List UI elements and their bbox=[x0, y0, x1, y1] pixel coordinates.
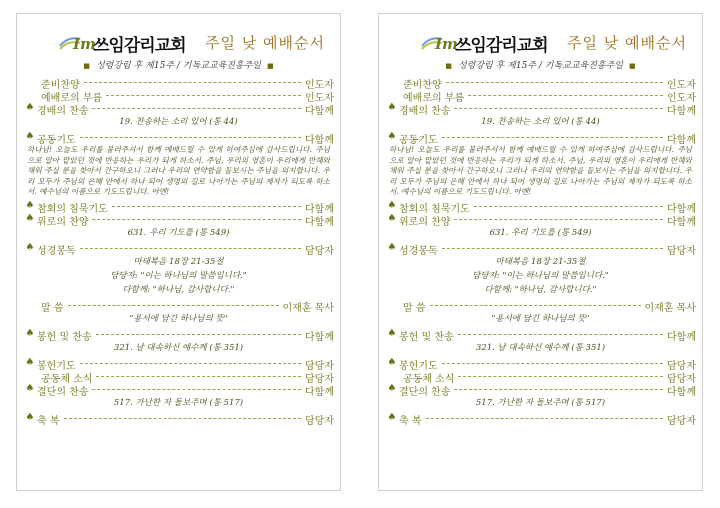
worship-item-label: 봉헌 및 찬송 bbox=[399, 331, 454, 343]
leader-dots bbox=[106, 95, 301, 96]
spade-icon: ♠ bbox=[25, 241, 35, 253]
worship-item bbox=[379, 299, 702, 312]
worship-item bbox=[17, 213, 340, 226]
worship-item bbox=[17, 131, 340, 144]
spade-icon: ♠ bbox=[387, 199, 397, 211]
worship-item-leader: 담당자 bbox=[667, 373, 696, 385]
worship-item bbox=[17, 383, 340, 396]
leader-dots bbox=[84, 82, 301, 83]
leader-dots bbox=[474, 206, 663, 207]
worship-item-leader: 다함께 bbox=[305, 106, 334, 117]
worship-item-leader: 인도자 bbox=[305, 93, 334, 104]
spade-icon: ♠ bbox=[387, 241, 397, 253]
worship-item-label: 말 씀 bbox=[41, 302, 64, 314]
spade-icon: ♠ bbox=[387, 102, 397, 113]
worship-item-label: 공동체 소식 bbox=[41, 373, 93, 385]
worship-item-label: 결단의 찬송 bbox=[399, 386, 451, 398]
spade-icon: ♠ bbox=[387, 382, 397, 394]
bulletin-header bbox=[17, 28, 340, 58]
worship-item bbox=[379, 102, 702, 115]
subtitle: 성령강림 후 제15주 / 기독교교육진흥주일 bbox=[457, 61, 624, 71]
spade-icon: ♠ bbox=[25, 356, 35, 368]
leader-dots bbox=[96, 334, 301, 335]
worship-note: 담당자: "이는 하나님의 말씀입니다." bbox=[110, 270, 247, 281]
church-name: 쓰임감리교회 bbox=[93, 36, 186, 56]
worship-item-label: 성경봉독 bbox=[399, 245, 438, 257]
worship-item bbox=[17, 412, 340, 425]
worship-item-leader: 담당자 bbox=[667, 360, 696, 372]
worship-item bbox=[17, 328, 340, 341]
worship-item-leader: 이재훈 목사 bbox=[282, 302, 334, 314]
page-title: 주일 낮 예배순서 bbox=[205, 34, 325, 52]
logo-im-text: Im bbox=[73, 35, 96, 53]
page-title: 주일 낮 예배순서 bbox=[567, 34, 687, 52]
worship-item-label: 참회의 침묵기도 bbox=[399, 203, 470, 215]
worship-item-label: 봉헌기도 bbox=[399, 360, 438, 372]
worship-item bbox=[17, 102, 340, 115]
worship-item-label: 공동체 소식 bbox=[403, 373, 455, 385]
square-bullet-icon: ■ bbox=[83, 62, 90, 70]
church-logo bbox=[59, 28, 209, 58]
spade-icon: ♠ bbox=[25, 199, 35, 211]
prayer-text: 하나님! 오늘도 우리를 불러주셔서 함께 예배드릴 수 있게 하여주심에 감사드립니다. 주님 으로 알아 맡았던 것에 반응하는 우리가 되게 하소서. 주님, 우리의 영혼이 우리에게 반해와 채워 주실 분을 찾아서 간구하오니 그러나 우리의 연약함을 돌보시는 주님을 의지합니다. 우리 모두가 주님의 은혜 안에서 하나 되어 생명의 길로 나아가는 주님의 제자가 되도록 하소서. 예수님의 이름으로 기도드립니다. 아멘! bbox=[389, 145, 692, 197]
leader-dots bbox=[442, 248, 663, 249]
worship-item-leader: 다함께 bbox=[305, 331, 334, 343]
leader-dots bbox=[458, 334, 663, 335]
worship-item-label: 봉헌 및 찬송 bbox=[37, 331, 92, 343]
leader-dots bbox=[92, 108, 301, 109]
leader-dots bbox=[446, 82, 663, 83]
worship-item-label: 예배로의 부름 bbox=[41, 93, 103, 104]
worship-note: 19. 찬송하는 소리 있어 (통 44) bbox=[481, 117, 600, 127]
leader-dots bbox=[426, 418, 663, 419]
spade-icon: ♠ bbox=[25, 131, 35, 142]
worship-item-label: 경배의 찬송 bbox=[37, 106, 89, 117]
worship-item-label: 공동기도 bbox=[399, 135, 438, 146]
spade-icon: ♠ bbox=[387, 356, 397, 368]
subtitle: 성령강림 후 제15주 / 기독교교육진흥주일 bbox=[95, 61, 262, 71]
spade-icon: ♠ bbox=[387, 212, 397, 224]
worship-note: 마태복음 18장 21-35절 bbox=[495, 256, 586, 267]
worship-note: "용서에 담긴 하나님의 뜻" bbox=[491, 313, 590, 324]
worship-note: 마태복음 18장 21-35절 bbox=[133, 256, 224, 267]
spade-icon: ♠ bbox=[25, 382, 35, 394]
worship-note: 631. 우리 기도를 (통 549) bbox=[489, 227, 592, 238]
leader-dots bbox=[96, 376, 301, 377]
leader-dots bbox=[92, 219, 301, 220]
worship-item-leader: 인도자 bbox=[667, 80, 696, 91]
bulletin-page-left bbox=[16, 13, 341, 491]
worship-note: 담당자: "이는 하나님의 말씀입니다." bbox=[472, 270, 609, 281]
worship-note: 631. 우리 기도를 (통 549) bbox=[127, 227, 230, 238]
worship-item-label: 위로의 찬양 bbox=[37, 216, 89, 228]
worship-item bbox=[379, 76, 702, 89]
worship-item-label: 성경봉독 bbox=[37, 245, 76, 257]
worship-item-leader: 다함께 bbox=[667, 203, 696, 215]
worship-item bbox=[379, 89, 702, 102]
worship-item bbox=[379, 328, 702, 341]
order-of-worship bbox=[17, 76, 340, 425]
leader-dots bbox=[454, 108, 663, 109]
worship-item-leader: 다함께 bbox=[667, 135, 696, 146]
leader-dots bbox=[430, 305, 641, 306]
spade-icon: ♠ bbox=[387, 131, 397, 142]
worship-item-label: 봉헌기도 bbox=[37, 360, 76, 372]
worship-note: 321. 날 대속하신 예수께 (통 351) bbox=[475, 342, 606, 353]
worship-item-label: 위로의 찬양 bbox=[399, 216, 451, 228]
leader-dots bbox=[80, 137, 301, 138]
worship-item-label: 준비찬양 bbox=[41, 80, 80, 91]
leader-dots bbox=[112, 206, 301, 207]
worship-item-label: 참회의 침묵기도 bbox=[37, 203, 108, 215]
leader-dots bbox=[454, 219, 663, 220]
order-of-worship bbox=[379, 76, 702, 425]
worship-item-leader: 다함께 bbox=[305, 203, 334, 215]
square-bullet-icon: ■ bbox=[267, 62, 274, 70]
square-bullet-icon: ■ bbox=[629, 62, 636, 70]
worship-item-leader: 다함께 bbox=[667, 216, 696, 228]
worship-item-label: 결단의 찬송 bbox=[37, 386, 89, 398]
worship-item-leader: 인도자 bbox=[305, 80, 334, 91]
bulletin-header bbox=[379, 28, 702, 58]
worship-item-label: 축 복 bbox=[37, 415, 60, 427]
worship-note: 517. 가난한 자 돌보주며 (통 517) bbox=[475, 397, 606, 408]
worship-item bbox=[379, 412, 702, 425]
worship-item-label: 공동기도 bbox=[37, 135, 76, 146]
worship-item-leader: 다함께 bbox=[667, 386, 696, 398]
bulletin-page-right bbox=[378, 13, 703, 491]
worship-item-leader: 담당자 bbox=[667, 245, 696, 257]
worship-item-leader: 담당자 bbox=[305, 415, 334, 427]
leader-dots bbox=[468, 95, 663, 96]
worship-item-leader: 담당자 bbox=[305, 360, 334, 372]
spade-icon: ♠ bbox=[25, 102, 35, 113]
worship-item bbox=[17, 242, 340, 255]
worship-note: 다함께: "하나님, 감사합니다." bbox=[484, 284, 597, 295]
worship-item-leader: 담당자 bbox=[305, 373, 334, 385]
worship-item-label: 경배의 찬송 bbox=[399, 106, 451, 117]
worship-item bbox=[17, 76, 340, 89]
worship-note: 다함께: "하나님, 감사합니다." bbox=[122, 284, 235, 295]
leader-dots bbox=[442, 363, 663, 364]
leader-dots bbox=[64, 418, 301, 419]
worship-item bbox=[17, 200, 340, 213]
worship-item-label: 예배로의 부름 bbox=[403, 93, 465, 104]
worship-item bbox=[379, 200, 702, 213]
leader-dots bbox=[458, 376, 663, 377]
worship-item bbox=[379, 242, 702, 255]
leader-dots bbox=[454, 389, 663, 390]
logo-im-text: Im bbox=[435, 35, 458, 53]
worship-item-leader: 담당자 bbox=[305, 245, 334, 257]
worship-item-label: 말 씀 bbox=[403, 302, 426, 314]
subtitle-row bbox=[379, 58, 702, 71]
worship-item bbox=[17, 357, 340, 370]
church-logo bbox=[421, 28, 571, 58]
worship-item bbox=[17, 89, 340, 102]
worship-note: 321. 날 대속하신 예수께 (통 351) bbox=[113, 342, 244, 353]
worship-item-leader: 다함께 bbox=[667, 331, 696, 343]
church-name: 쓰임감리교회 bbox=[455, 36, 548, 56]
worship-item bbox=[379, 131, 702, 144]
prayer-text: 하나님! 오늘도 우리를 불러주셔서 함께 예배드릴 수 있게 하여주심에 감사드립니다. 주님 으로 알아 맡았던 것에 반응하는 우리가 되게 하소서. 주님, 우리의 영혼이 우리에게 반해와 채워 주실 분을 찾아서 간구하오니 그러나 우리의 연약함을 돌보시는 주님을 의지합니다. 우리 모두가 주님의 은혜 안에서 하나 되어 생명의 길로 나아가는 주님의 제자가 되도록 하소서. 예수님의 이름으로 기도드립니다. 아멘! bbox=[27, 145, 330, 197]
spade-icon: ♠ bbox=[25, 327, 35, 339]
worship-item-label: 준비찬양 bbox=[403, 80, 442, 91]
worship-note: 517. 가난한 자 돌보주며 (통 517) bbox=[113, 397, 244, 408]
worship-item bbox=[379, 383, 702, 396]
spade-icon: ♠ bbox=[25, 411, 35, 423]
worship-note: 19. 찬송하는 소리 있어 (통 44) bbox=[119, 117, 238, 127]
worship-item bbox=[379, 370, 702, 383]
worship-item-leader: 담당자 bbox=[667, 415, 696, 427]
worship-item-leader: 이재훈 목사 bbox=[644, 302, 696, 314]
leader-dots bbox=[80, 248, 301, 249]
worship-item-label: 축 복 bbox=[399, 415, 422, 427]
worship-item-leader: 다함께 bbox=[305, 135, 334, 146]
leader-dots bbox=[68, 305, 279, 306]
spade-icon: ♠ bbox=[25, 212, 35, 224]
worship-item-leader: 다함께 bbox=[305, 386, 334, 398]
leader-dots bbox=[80, 363, 301, 364]
worship-item bbox=[379, 213, 702, 226]
leader-dots bbox=[442, 137, 663, 138]
subtitle-row bbox=[17, 58, 340, 71]
worship-item bbox=[379, 357, 702, 370]
worship-item bbox=[17, 370, 340, 383]
square-bullet-icon: ■ bbox=[445, 62, 452, 70]
leader-dots bbox=[92, 389, 301, 390]
worship-item bbox=[17, 299, 340, 312]
worship-item-leader: 인도자 bbox=[667, 93, 696, 104]
spade-icon: ♠ bbox=[387, 411, 397, 423]
worship-item-leader: 다함께 bbox=[305, 216, 334, 228]
worship-item-leader: 다함께 bbox=[667, 106, 696, 117]
worship-note: "용서에 담긴 하나님의 뜻" bbox=[129, 313, 228, 324]
spade-icon: ♠ bbox=[387, 327, 397, 339]
